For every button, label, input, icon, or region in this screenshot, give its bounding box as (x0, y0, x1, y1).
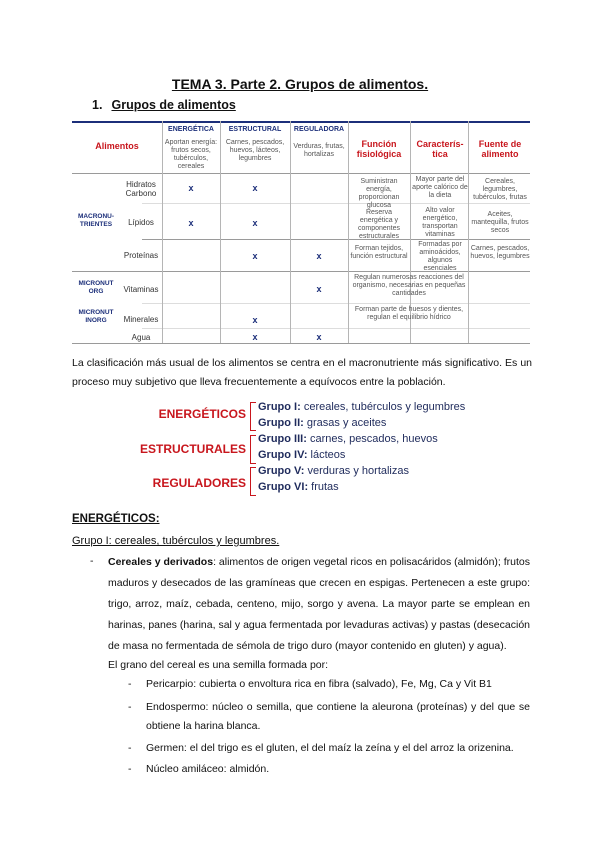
grain-part: Germen: el del trigo es el gluten, el del maíz la zeína y el del arroz la orizenina. (146, 742, 514, 754)
row-name: Minerales (123, 315, 159, 324)
caracteristica-cell: Mayor parte del aporte calórico de la dieta (412, 176, 468, 199)
group-label-reguladores: REGULADORES (152, 476, 246, 490)
grain-part: Pericarpio: cubierta o envoltura rica en fibra (salvado), Fe, Mg, Ca y Vit B1 (146, 678, 492, 690)
grupo1-heading: Grupo I: cereales, tubérculos y legumbres. (72, 535, 280, 547)
row-name: Agua (131, 333, 151, 342)
mark-estructural: x (252, 332, 258, 342)
group-line: Grupo IV: lácteos (258, 449, 346, 461)
caracteristica-cell: Alto valor energético, transportan vitaminas (422, 207, 458, 238)
group-line: Grupo II: grasas y aceites (258, 417, 387, 429)
group-line: Grupo I: cereales, tubérculos y legumbres (258, 401, 466, 413)
group-macronutrientes: MACRONU-TRIENTES (77, 213, 115, 228)
row-name: Proteínas (123, 251, 159, 260)
header-reguladora: REGULADORA (293, 126, 345, 133)
funcion-cell: Reserva energética y componentes estructurales (357, 209, 401, 240)
group-micronut-org: MICRONUT ORG (78, 280, 114, 295)
fuente-cell: Aceites, mantequilla, frutos secos (471, 211, 529, 234)
header-alimentos: Alimentos (95, 141, 139, 151)
cereales-paragraph (108, 552, 530, 657)
mark-energetica: x (188, 218, 194, 228)
desc-reguladora: Verduras, frutas, hortalizas (293, 143, 345, 158)
group-label-energeticos: ENERGÉTICOS (158, 407, 246, 421)
fuente-cell: Cereales, legumbres, tubérculos, frutas (473, 178, 527, 201)
grain-intro: El grano del cereal es una semilla formada por: (108, 659, 329, 671)
food-groups-figure (72, 401, 466, 497)
bullet-dash: - (128, 742, 132, 754)
row-name: Hidratos Carbono (125, 180, 157, 198)
funcion-cell: Forman parte de huesos y dientes, regulan el equilibrio hídrico (354, 306, 464, 321)
header-funcion: Función fisiológica (356, 139, 402, 159)
header-fuente: Fuente de alimento (478, 139, 522, 159)
row-name: Vitaminas (123, 285, 159, 294)
funcion-cell: Suministran energía, proporcionan glucosa (358, 178, 400, 209)
desc-estructural: Carnes, pescados, huevos, lácteos, legumbres (225, 139, 285, 162)
page-title: TEMA 3. Parte 2. Grupos de alimentos. (171, 76, 429, 92)
bullet-dash: - (128, 701, 132, 713)
group-line: Grupo VI: frutas (258, 481, 339, 493)
caracteristica-cell: Formadas por aminoácidos, algunos esenciales (418, 241, 462, 272)
cereales-term: Cereales y derivados (108, 556, 214, 568)
section-number: 1. (92, 98, 103, 112)
grain-part: Núcleo amiláceo: almidón. (146, 763, 270, 775)
food-groups-table (72, 121, 530, 343)
row-name: Lípidos (128, 218, 154, 227)
desc-energetica: Aportan energía: frutos secos, tubérculos, cereales (164, 139, 218, 170)
group-line: Grupo V: verduras y hortalizas (258, 465, 409, 477)
intro-paragraph: La clasificación más usual de los alimentos se centra en el macronutriente más significativo. Es un proceso muy subjetivo que lleva frecuentemente a equívocos entre la población. (72, 357, 532, 388)
header-energetica: ENERGÉTICA (168, 126, 214, 133)
mark-estructural: x (252, 315, 258, 325)
header-estructural: ESTRUCTURAL (228, 126, 282, 133)
cereales-text: : alimentos de origen vegetal ricos en polisacáridos (almidón); frutos maduros y desecados de las gramíneas que crecen en espigas. Pertenecen a este grupo: trigo, arroz, maíz, cebada, centeno, mijo, sorgo y avena. La mayor parte se emplean en harinas, panes (harina, sal y agua fermentada por levaduras activas) y pastas (desecación de masa no fermentada de sémola de trigo duro (mayor contenido en gluten) y agua). (108, 556, 530, 652)
bullet-dash: - (128, 763, 132, 775)
bullet-dash: - (128, 678, 132, 690)
funcion-cell: Regulan numerosas reacciones del organismo, necesarias en pequeñas cantidades (352, 274, 466, 297)
header-caracteristica: Caracterís-tica (416, 139, 464, 159)
mark-estructural: x (252, 183, 258, 193)
mark-estructural: x (252, 218, 258, 228)
grain-part: Endospermo: núcleo o semilla, que contiene la aleurona (proteínas) y del que se obtiene la harina blanca. (146, 701, 530, 732)
mark-reguladora: x (316, 251, 322, 261)
fuente-cell: Carnes, pescados, huevos, legumbres (470, 245, 530, 260)
group-line: Grupo III: carnes, pescados, huevos (258, 433, 438, 445)
group-micronut-inorg: MICRONUT INORG (78, 309, 114, 324)
energeticos-heading: ENERGÉTICOS: (72, 513, 160, 525)
bullet-dash: - (90, 555, 94, 567)
mark-reguladora: x (316, 284, 322, 294)
mark-energetica: x (188, 183, 194, 193)
mark-reguladora: x (316, 332, 322, 342)
section-heading (92, 98, 236, 112)
funcion-cell: Forman tejidos, función estructural (350, 245, 408, 260)
mark-estructural: x (252, 251, 258, 261)
group-label-estructurales: ESTRUCTURALES (139, 442, 246, 456)
section-title: Grupos de alimentos (111, 98, 236, 112)
